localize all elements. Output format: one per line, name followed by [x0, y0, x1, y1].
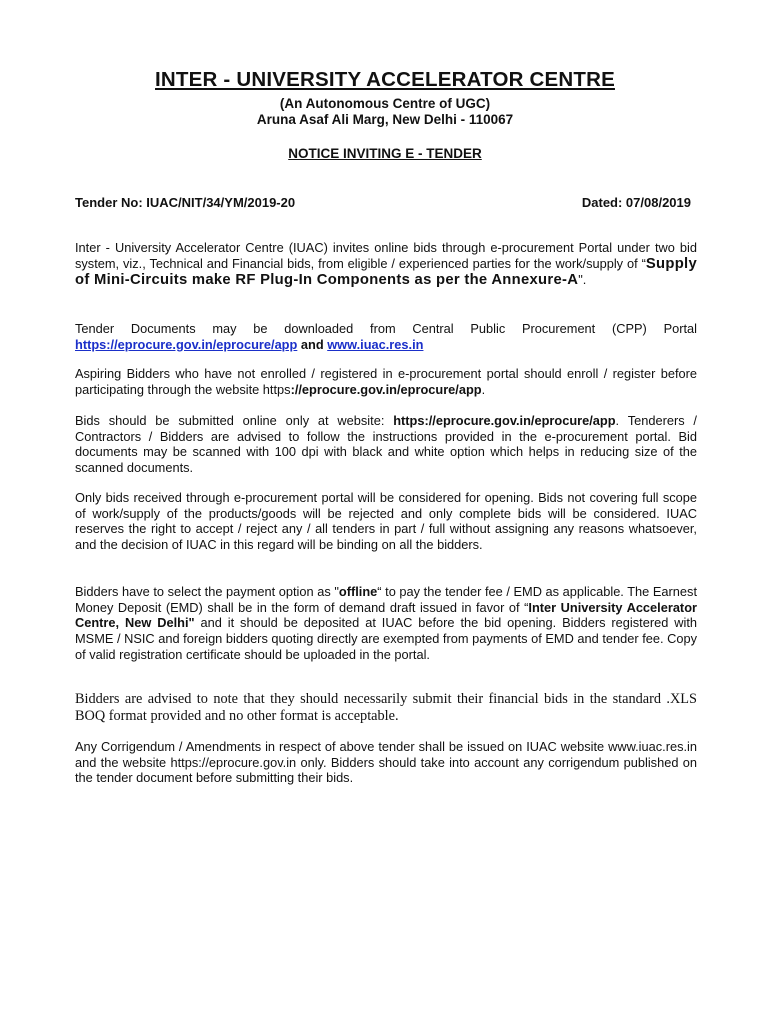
and-text: and: [297, 336, 328, 352]
submission-text: Bids should be submitted online only at website:: [75, 413, 394, 428]
subtitle: (An Autonomous Centre of UGC): [279, 96, 491, 111]
paragraph-corrigendum: Any Corrigendum / Amendments in respect of above tender shall be issued on IUAC website www.iuac.res.in and the website https://eprocure.gov.in only. Bidders should take into account any corrigendum published on the tender document before submitting their bids.: [75, 739, 697, 786]
paragraph-submission: [75, 413, 697, 476]
tender-number: Tender No: IUAC/NIT/34/YM/2019-20: [75, 195, 296, 210]
submission-url: https://eprocure.gov.in/eprocure/app: [393, 413, 616, 428]
tender-date: Dated: 07/08/2019: [581, 195, 691, 210]
iuac-website-link[interactable]: www.iuac.res.in: [327, 336, 424, 352]
registration-url: ://eprocure.gov.in/eprocure/app: [290, 381, 482, 397]
paragraph-documents: [75, 321, 697, 352]
address: Aruna Asaf Ali Marg, New Delhi - 110067: [256, 112, 514, 127]
paragraph-registration: [75, 366, 697, 397]
submission-rest: . Tenderers / Contractors / Bidders are advised to follow the instructions provided in the e-procurement portal. Bid documents may be scanned with 100 dpi with black and white option which helps in reducing size of the scanned documents.: [75, 413, 697, 476]
invitation-text: Inter - University Accelerator Centre (IUAC) invites online bids through e-procurement Portal under two bid system, viz., Technical and Financial bids, from eligible / experienced parties for the work/supply of “: [75, 240, 697, 271]
notice-heading: NOTICE INVITING E - TENDER: [288, 146, 482, 161]
paragraph-payment: [75, 584, 697, 663]
payment-text-1: Bidders have to select the payment option as ": [75, 584, 339, 599]
registration-text: Aspiring Bidders who have not enrolled / registered in e-procurement portal should enroll / register before participating through the website https: [75, 366, 697, 397]
paragraph-boq-format: Bidders are advised to note that they should necessarily submit their financial bids in the standard .XLS BOQ format provided and no other format is acceptable.: [75, 691, 697, 724]
invitation-end: ".: [578, 272, 587, 288]
tender-info: [75, 195, 691, 210]
page-title: INTER - UNIVERSITY ACCELERATOR CENTRE: [155, 68, 615, 91]
payment-text-2: “ to pay the tender fee / EMD as applicable. The Earnest Money Deposit (EMD) shall be in the form of demand draft issued in favor of “: [75, 584, 697, 615]
registration-end: .: [481, 381, 486, 397]
paragraph-consideration: Only bids received through e-procurement portal will be considered for opening. Bids not covering full scope of work/supply of the products/goods will be rejected and only complete bids will be considered. IUAC reserves the right to accept / reject any / all tenders in part / full without assigning any reasons whatsoever, and the decision of IUAC in this regard will be binding on all the bidders.: [75, 490, 697, 553]
offline-option: offline: [338, 584, 378, 599]
emd-payee: Inter University Accelerator Centre, New Delhi": [75, 599, 697, 631]
supply-item-name: Supply of Mini-Circuits make RF Plug-In Components as per the Annexure-A: [75, 255, 697, 289]
documents-text: Tender Documents may be downloaded from Central Public Procurement (CPP) Portal: [75, 321, 697, 336]
paragraph-invitation: [75, 240, 697, 289]
eprocure-link[interactable]: https://eprocure.gov.in/eprocure/app: [75, 336, 298, 352]
payment-text-3: and it should be deposited at IUAC before the bid opening. Bidders registered with MSME / NSIC and foreign bidders quoting directly are exempted from payments of EMD and tender fee. Copy of valid registration certificate should be uploaded in the portal.: [75, 615, 697, 662]
